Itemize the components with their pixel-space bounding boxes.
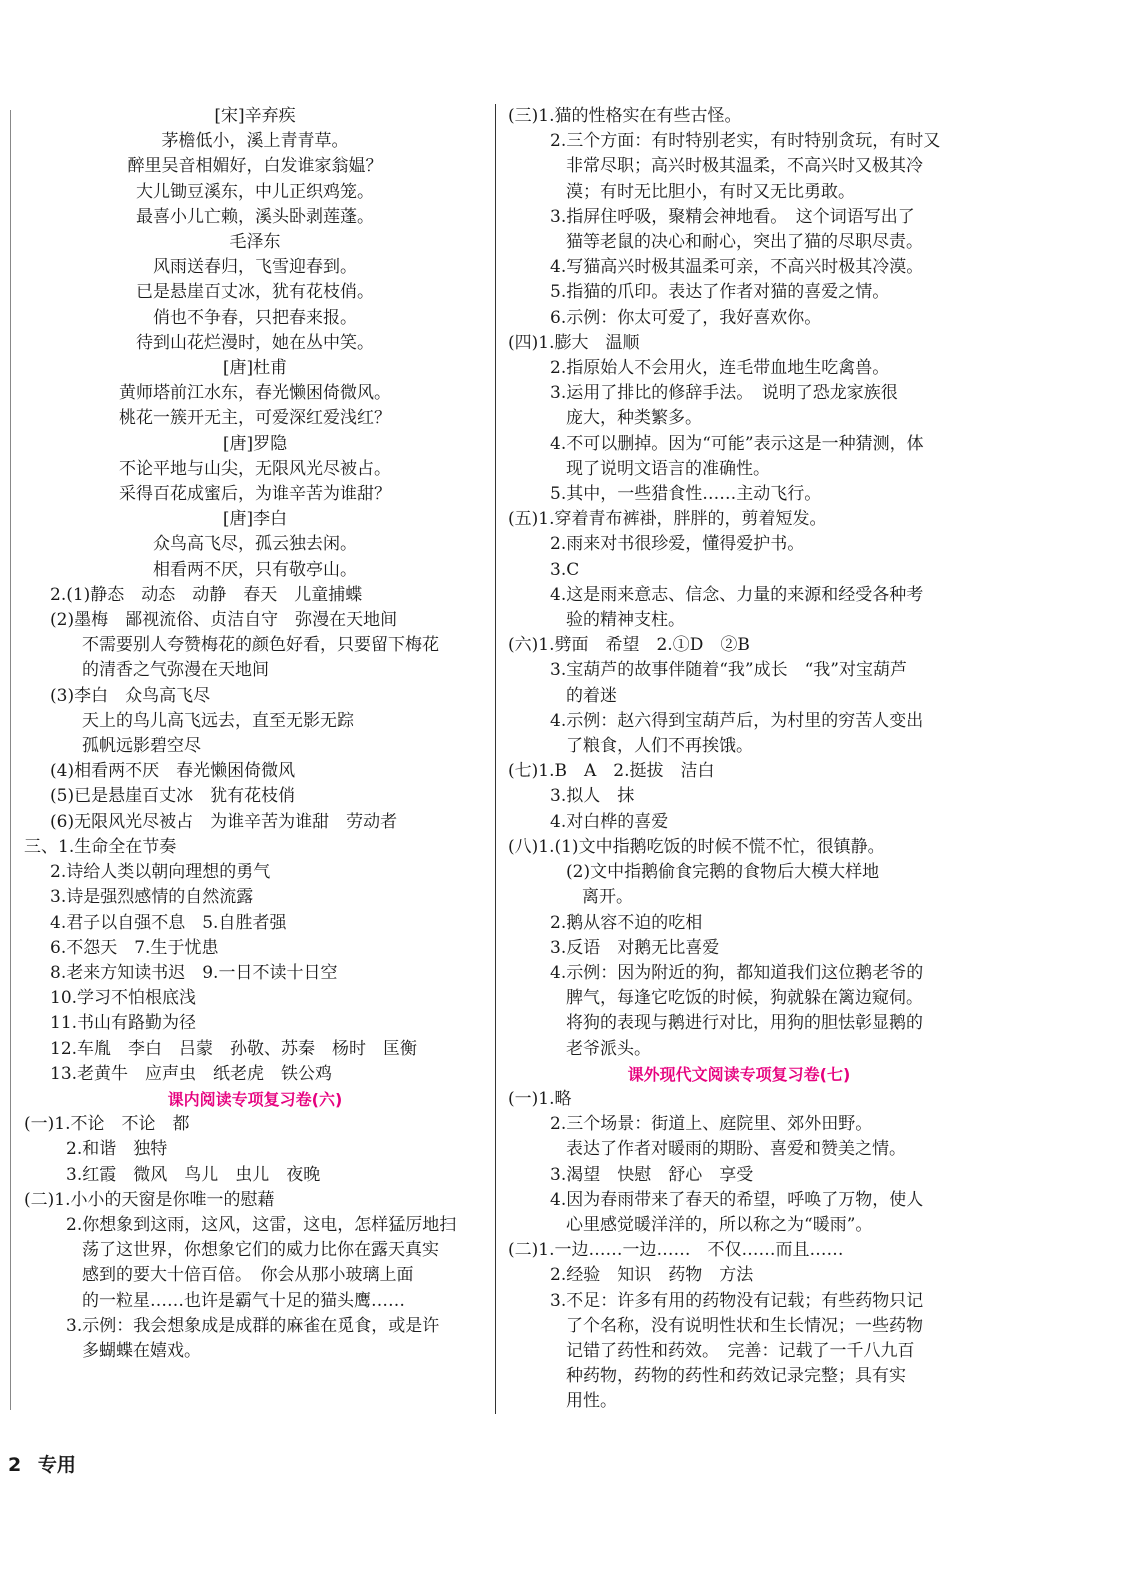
text-line: (五)1.穿着青布裤褂，胖胖的，剪着短发。 bbox=[508, 509, 827, 530]
text-line: 8.老来方知读书迟 9.一日不读十日空 bbox=[50, 962, 338, 983]
text-line: [唐]李白 bbox=[222, 509, 288, 530]
text-line: 2.经验 知识 药物 方法 bbox=[550, 1265, 754, 1286]
text-line: 2.三个方面：有时特别老实，有时特别贪玩，有时又 bbox=[550, 131, 941, 152]
text-line: 俏也不争春，只把春来报。 bbox=[153, 307, 357, 328]
text-line: 5.其中，一些猎食性……主动飞行。 bbox=[550, 484, 822, 505]
text-line: 2.你想象到这雨，这风，这雷，这电，怎样猛厉地扫 bbox=[66, 1214, 457, 1235]
text-line: 茅檐低小，溪上青青草。 bbox=[161, 131, 349, 152]
text-line: 醉里吴音相媚好，白发谁家翁媪？ bbox=[127, 156, 383, 177]
text-line: 记错了药性和药效。 完善：记载了一千八九百 bbox=[566, 1340, 915, 1361]
text-line: 2.三个场景：街道上、庭院里、郊外田野。 bbox=[550, 1114, 873, 1135]
text-line: 3.渴望 快慰 舒心 享受 bbox=[550, 1164, 754, 1185]
text-line: 的一粒星……也许是霸气十足的猫头鹰…… bbox=[82, 1290, 405, 1311]
text-line: 3.红霞 微风 鸟儿 虫儿 夜晚 bbox=[66, 1164, 321, 1185]
right-column bbox=[508, 104, 970, 1415]
text-line: 多蝴蝶在嬉戏。 bbox=[82, 1340, 201, 1361]
text-line: (二)1.小小的天窗是你唯一的慰藉 bbox=[24, 1189, 275, 1210]
text-line: 用性。 bbox=[566, 1391, 617, 1412]
text-line: (2)文中指鹅偷食完鹅的食物后大模大样地 bbox=[566, 862, 880, 883]
text-line: 4.因为春雨带来了春天的希望，呼唤了万物，使人 bbox=[550, 1189, 924, 1210]
footer-label: 专用 bbox=[37, 1454, 76, 1476]
text-line: 4.示例：赵六得到宝葫芦后，为村里的穷苦人变出 bbox=[550, 710, 924, 731]
text-line: 2.诗给人类以朝向理想的勇气 bbox=[50, 862, 271, 883]
text-line: 荡了这世界，你想象它们的威力比你在露天真实 bbox=[82, 1240, 439, 1261]
text-line: 采得百花成蜜后，为谁辛苦为谁甜？ bbox=[119, 484, 391, 505]
text-line: 表达了作者对暖雨的期盼、喜爱和赞美之情。 bbox=[566, 1139, 906, 1160]
text-line: 相看两不厌，只有敬亭山。 bbox=[153, 559, 357, 580]
text-line: (三)1.猫的性格实在有些古怪。 bbox=[508, 106, 742, 126]
text-line: 老爷派头。 bbox=[566, 1038, 651, 1059]
page-footer bbox=[8, 1450, 76, 1477]
text-line: 待到山花烂漫时，她在丛中笑。 bbox=[136, 332, 374, 353]
text-line: 3.示例：我会想象成是成群的麻雀在觅食，或是许 bbox=[66, 1315, 440, 1336]
page-number: 2 bbox=[8, 1454, 22, 1476]
text-line: (六)1.劈面 希望 2.①D ②B bbox=[508, 635, 750, 656]
text-line: 3.拟人 抹 bbox=[550, 786, 635, 807]
text-line: [唐]杜甫 bbox=[222, 358, 288, 379]
text-line: 将狗的表现与鹅进行对比，用狗的胆怯彰显鹅的 bbox=[566, 1013, 923, 1034]
text-line: 4.君子以自强不息 5.自胜者强 bbox=[50, 912, 287, 933]
text-line: 漠；有时无比胆小，有时又无比勇敢。 bbox=[566, 181, 855, 202]
text-line: 3.运用了排比的修辞手法。 说明了恐龙家族很 bbox=[550, 383, 898, 404]
text-line: 2.(1)静态 动态 动静 春天 儿童捕蝶 bbox=[50, 584, 363, 605]
text-line: 毛泽东 bbox=[229, 232, 281, 253]
text-line: 非常尽职；高兴时极其温柔，不高兴时又极其冷 bbox=[566, 156, 923, 177]
text-line: (2)墨梅 鄙视流俗、贞洁自守 弥漫在天地间 bbox=[50, 610, 398, 631]
text-line: 众鸟高飞尽，孤云独去闲。 bbox=[153, 534, 357, 555]
text-line: 4.不可以删掉。因为“可能”表示这是一种猜测，体 bbox=[550, 433, 924, 454]
text-line: 4.对白桦的喜爱 bbox=[550, 811, 669, 832]
text-line: 了粮食，人们不再挨饿。 bbox=[566, 736, 753, 757]
text-line: 感到的要大十倍百倍。 你会从那小玻璃上面 bbox=[82, 1265, 414, 1286]
text-line: 黄师塔前江水东，春光懒困倚微风。 bbox=[119, 383, 391, 404]
text-line: 不论平地与山尖，无限风光尽被占。 bbox=[119, 458, 391, 479]
text-line: 13.老黄牛 应声虫 纸老虎 铁公鸡 bbox=[50, 1063, 333, 1084]
text-line: 3.宝葫芦的故事伴随着“我”成长 “我”对宝葫芦 bbox=[550, 660, 907, 681]
text-line: 10.学习不怕根底浅 bbox=[50, 988, 197, 1009]
text-line: 5.指猫的爪印。表达了作者对猫的喜爱之情。 bbox=[550, 282, 890, 303]
text-line: 已是悬崖百丈冰，犹有花枝俏。 bbox=[136, 282, 374, 303]
text-line: 了个名称，没有说明性状和生长情况；一些药物 bbox=[566, 1315, 923, 1336]
text-line: (七)1.B A 2.挺拔 洁白 bbox=[508, 761, 715, 782]
text-line: 3.指屏住呼吸，聚精会神地看。 这个词语写出了 bbox=[550, 206, 915, 227]
text-line: 2.雨来对书很珍爱，懂得爱护书。 bbox=[550, 534, 805, 555]
text-line: 种药物，药物的药性和药效记录完整；具有实 bbox=[566, 1366, 906, 1387]
text-line: 大儿锄豆溪东，中儿正织鸡笼。 bbox=[136, 181, 374, 202]
section-heading: 课外现代文阅读专项复习卷(七) bbox=[627, 1064, 851, 1084]
text-line: 心里感觉暖洋洋的，所以称之为“暖雨”。 bbox=[566, 1214, 873, 1235]
text-line: 桃花一簇开无主，可爱深红爱浅红？ bbox=[119, 408, 391, 429]
text-line: 3.C bbox=[550, 559, 580, 580]
text-line: 2.鹅从容不迫的吃相 bbox=[550, 912, 703, 933]
text-line: 天上的鸟儿高飞远去，直至无影无踪 bbox=[82, 710, 354, 731]
text-line: 的着迷 bbox=[566, 685, 617, 706]
text-line: 验的精神支柱。 bbox=[566, 610, 685, 631]
text-line: [唐]罗隐 bbox=[222, 433, 288, 454]
text-line: 脾气，每逢它吃饭的时候，狗就躲在篱边窥伺。 bbox=[566, 988, 923, 1009]
text-line: [宋]辛弃疾 bbox=[214, 106, 296, 126]
text-line: 的清香之气弥漫在天地间 bbox=[82, 660, 269, 681]
text-line: 不需要别人夸赞梅花的颜色好看，只要留下梅花 bbox=[82, 635, 439, 656]
page-edge-line bbox=[10, 110, 11, 1410]
text-line: (5)已是悬崖百丈冰 犹有花枝俏 bbox=[50, 786, 296, 807]
text-line: 11.书山有路勤为径 bbox=[50, 1013, 197, 1034]
text-line: 2.指原始人不会用火，连毛带血地生吃禽兽。 bbox=[550, 358, 890, 379]
text-line: (八)1.(1)文中指鹅吃饭的时候不慌不忙，很镇静。 bbox=[508, 836, 885, 857]
left-column bbox=[24, 104, 486, 1364]
text-line: 12.车胤 李白 吕蒙 孙敬、苏秦 杨时 匡衡 bbox=[50, 1038, 418, 1059]
text-line: 4.写猫高兴时极其温柔可亲，不高兴时极其冷漠。 bbox=[550, 257, 924, 278]
section-heading: 课内阅读专项复习卷(六) bbox=[167, 1089, 343, 1109]
text-line: (四)1.膨大 温顺 bbox=[508, 332, 640, 353]
text-line: 离开。 bbox=[582, 887, 633, 908]
text-line: (一)1.略 bbox=[508, 1088, 572, 1109]
text-line: 猫等老鼠的决心和耐心，突出了猫的尽职尽责。 bbox=[566, 232, 923, 253]
text-line: (3)李白 众鸟高飞尽 bbox=[50, 685, 211, 706]
text-line: (6)无限风光尽被占 为谁辛苦为谁甜 劳动者 bbox=[50, 811, 398, 832]
text-line: 4.示例：因为附近的狗，都知道我们这位鹅老爷的 bbox=[550, 962, 924, 983]
column-divider bbox=[495, 104, 496, 1414]
text-line: 2.和谐 独特 bbox=[66, 1139, 168, 1160]
text-line: 3.诗是强烈感情的自然流露 bbox=[50, 887, 254, 908]
text-line: (4)相看两不厌 春光懒困倚微风 bbox=[50, 761, 296, 782]
text-line: 3.不足：许多有用的药物没有记载；有些药物只记 bbox=[550, 1290, 924, 1311]
text-line: 6.不怨天 7.生于忧患 bbox=[50, 937, 219, 958]
text-line: 6.示例：你太可爱了，我好喜欢你。 bbox=[550, 307, 822, 328]
text-line: (一)1.不论 不论 都 bbox=[24, 1114, 190, 1135]
text-line: (二)1.一边……一边…… 不仅……而且…… bbox=[508, 1240, 844, 1261]
text-line: 庞大，种类繁多。 bbox=[566, 408, 702, 429]
text-line: 3.反语 对鹅无比喜爱 bbox=[550, 937, 720, 958]
text-line: 最喜小儿亡赖，溪头卧剥莲蓬。 bbox=[136, 206, 374, 227]
text-line: 三、1.生命全在节奏 bbox=[24, 836, 177, 857]
text-line: 4.这是雨来意志、信念、力量的来源和经受各种考 bbox=[550, 584, 924, 605]
text-line: 现了说明文语言的准确性。 bbox=[566, 458, 770, 479]
text-line: 孤帆远影碧空尽 bbox=[82, 736, 201, 757]
text-line: 风雨送春归，飞雪迎春到。 bbox=[153, 257, 357, 278]
